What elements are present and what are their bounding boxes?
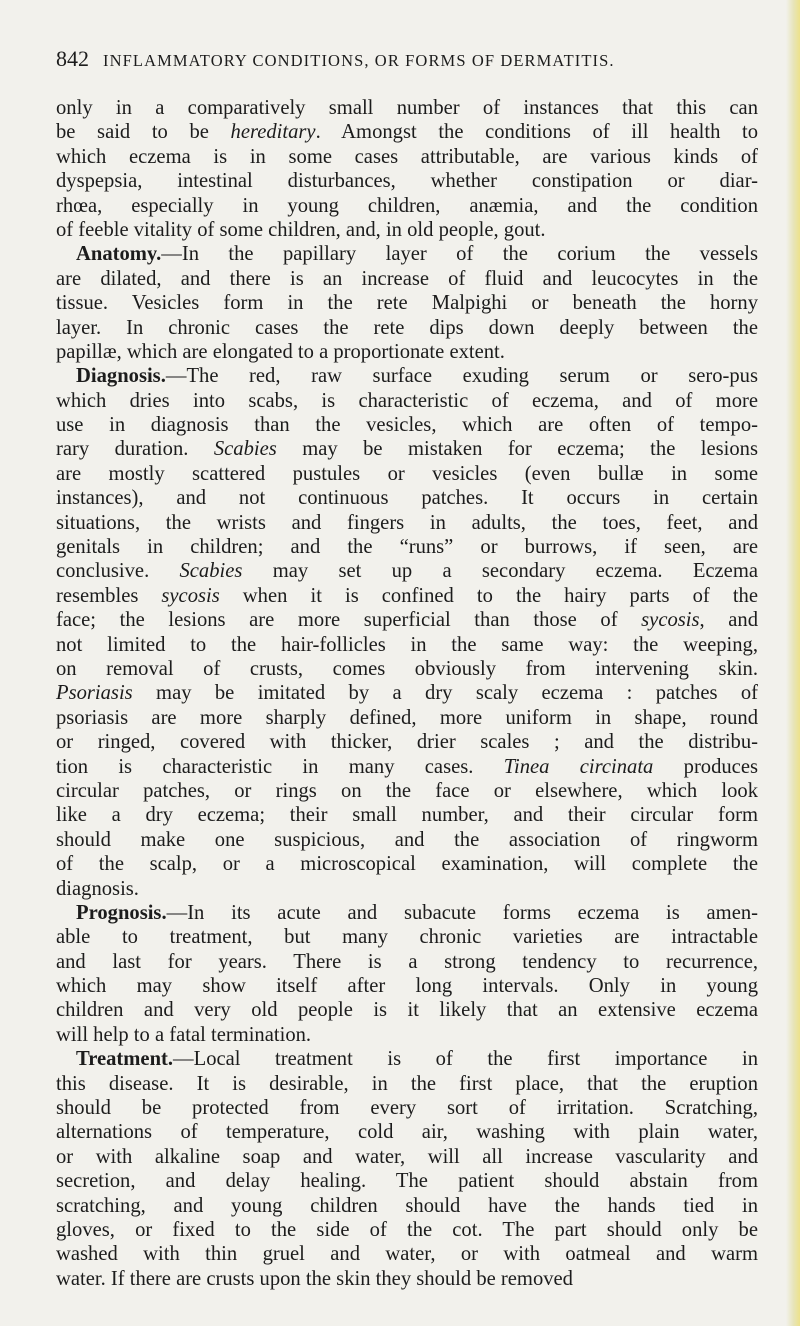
text-line: [56, 1169, 758, 1193]
line-text: papillæ, which are elongated to a proportionate extent.: [56, 340, 505, 363]
line-text: which dries into scabs, is characteristic of eczema, and of more: [56, 389, 758, 412]
text-line: [56, 96, 758, 120]
line-text: and last for years. There is a strong tendency to recurrence,: [56, 950, 758, 973]
text-line: [56, 267, 758, 291]
line-text: able to treatment, but many chronic varieties are intractable: [56, 926, 758, 949]
text-line: [56, 120, 758, 144]
line-text: tissue. Vesicles form in the rete Malpighi or beneath the horny: [56, 292, 758, 315]
text-line: [56, 608, 758, 632]
text-line: [56, 389, 758, 413]
text-line: [56, 291, 758, 315]
line-text: instances), and not continuous patches. It occurs in certain: [56, 487, 758, 510]
text-line: [56, 1047, 758, 1071]
text-line: [56, 1120, 758, 1144]
line-text: rhœa, especially in young children, anæmia, and the condition: [56, 194, 758, 217]
body-text: [56, 96, 758, 1291]
running-title: INFLAMMATORY CONDITIONS, OR FORMS OF DERMATITIS.: [103, 51, 615, 70]
paragraph-treatment: [56, 1047, 758, 1291]
line-text: scratching, and young children should have the hands tied in: [56, 1194, 758, 1217]
text-line: [56, 779, 758, 803]
line-text: are dilated, and there is an increase of fluid and leucocytes in the: [56, 267, 758, 290]
text-line: [56, 1267, 758, 1291]
line-text: of feeble vitality of some children, and, in old people, gout.: [56, 218, 546, 241]
line-text: which eczema is in some cases attributable, are various kinds of: [56, 145, 758, 168]
page-edge: [786, 0, 800, 1326]
line-text: —The red, raw surface exuding serum or sero-pus: [165, 365, 758, 388]
text-line: [56, 1145, 758, 1169]
text-line: [56, 340, 758, 364]
text-line: [56, 901, 758, 925]
line-text: circular patches, or rings on the face or elsewhere, which look: [56, 779, 758, 802]
text-line: [56, 486, 758, 510]
line-text: like a dry eczema; their small number, and their circular form: [56, 804, 758, 827]
line-text: layer. In chronic cases the rete dips down deeply between the: [56, 316, 758, 339]
line-text: only in a comparatively small number of instances that this can: [56, 97, 758, 119]
paragraph-anatomy: [56, 242, 758, 364]
line-text: Psoriasis may be imitated by a dry scaly eczema : patches of: [56, 682, 758, 705]
text-line: [56, 1096, 758, 1120]
line-text: or with alkaline soap and water, will all increase vascularity and: [56, 1145, 758, 1168]
line-text: or ringed, covered with thicker, drier scales ; and the distribu-: [56, 731, 758, 754]
text-line: [56, 1194, 758, 1218]
line-text: —In the papillary layer of the corium the vessels: [161, 243, 758, 266]
line-text: gloves, or fixed to the side of the cot. The part should only be: [56, 1218, 758, 1241]
paragraph-diagnosis: [56, 364, 758, 901]
text-line: [56, 974, 758, 998]
section-heading: Diagnosis.: [76, 365, 166, 388]
text-line: [56, 803, 758, 827]
text-line: [56, 1218, 758, 1242]
line-text: not limited to the hair-follicles in the same way: the weeping,: [56, 633, 758, 656]
line-text: tion is characteristic in many cases. Tinea circinata produces: [56, 755, 758, 778]
text-line: [56, 413, 758, 437]
text-line: [56, 657, 758, 681]
text-line: [56, 584, 758, 608]
text-line: [56, 925, 758, 949]
line-text: will help to a fatal termination.: [56, 1023, 312, 1046]
text-line: [56, 437, 758, 461]
line-text: —In its acute and subacute forms eczema is amen-: [166, 901, 758, 924]
text-line: [56, 364, 758, 388]
line-text: on removal of crusts, comes obviously from intervening skin.: [56, 657, 758, 680]
line-text: rary duration. Scabies may be mistaken for eczema; the lesions: [56, 438, 758, 461]
text-line: [56, 828, 758, 852]
line-text: situations, the wrists and fingers in adults, the toes, feet, and: [56, 511, 758, 534]
line-text: use in diagnosis than the vesicles, which are often of tempo-: [56, 414, 758, 437]
line-text: —Local treatment is of the first importance in: [173, 1048, 758, 1071]
text-line: [56, 730, 758, 754]
text-line: [56, 242, 758, 266]
line-text: face; the lesions are more superficial than those of sycosis, and: [56, 609, 758, 632]
page-number: 842: [56, 46, 89, 71]
section-heading: Anatomy.: [76, 243, 162, 266]
line-text: psoriasis are more sharply defined, more uniform in shape, round: [56, 706, 758, 729]
text-line: [56, 950, 758, 974]
text-line: [56, 194, 758, 218]
line-text: dyspepsia, intestinal disturbances, whether constipation or diar-: [56, 170, 758, 193]
text-line: [56, 511, 758, 535]
section-heading: Treatment.: [76, 1048, 174, 1071]
line-text: which may show itself after long intervals. Only in young: [56, 975, 758, 998]
text-line: [56, 559, 758, 583]
line-text: resembles sycosis when it is confined to the hairy parts of the: [56, 584, 758, 607]
text-line: [56, 1072, 758, 1096]
paragraph-p1: [56, 96, 758, 242]
line-text: are mostly scattered pustules or vesicles (even bullæ in some: [56, 462, 758, 485]
text-line: [56, 998, 758, 1022]
text-line: [56, 633, 758, 657]
line-text: of the scalp, or a microscopical examination, will complete the: [56, 853, 758, 876]
text-line: [56, 535, 758, 559]
line-text: water. If there are crusts upon the skin they should be removed: [56, 1267, 573, 1290]
text-line: [56, 218, 758, 242]
line-text: alternations of temperature, cold air, washing with plain water,: [56, 1121, 758, 1144]
text-line: [56, 1242, 758, 1266]
text-line: [56, 755, 758, 779]
line-text: this disease. It is desirable, in the first place, that the eruption: [56, 1072, 758, 1095]
text-line: [56, 145, 758, 169]
running-header: [56, 46, 746, 72]
text-line: [56, 316, 758, 340]
line-text: secretion, and delay healing. The patient should abstain from: [56, 1170, 758, 1193]
text-line: [56, 1023, 758, 1047]
text-line: [56, 852, 758, 876]
line-text: be said to be hereditary. Amongst the conditions of ill health to: [56, 121, 759, 144]
text-line: [56, 681, 758, 705]
line-text: conclusive. Scabies may set up a secondary eczema. Eczema: [56, 560, 758, 583]
text-line: [56, 169, 758, 193]
line-text: should be protected from every sort of irritation. Scratching,: [56, 1097, 758, 1120]
text-line: [56, 877, 758, 901]
line-text: washed with thin gruel and water, or with oatmeal and warm: [56, 1243, 758, 1266]
section-heading: Prognosis.: [76, 901, 167, 924]
line-text: diagnosis.: [56, 877, 139, 900]
text-line: [56, 706, 758, 730]
line-text: genitals in children; and the “runs” or burrows, if seen, are: [56, 536, 758, 559]
paragraph-prognosis: [56, 901, 758, 1047]
line-text: children and very old people is it likely that an extensive eczema: [56, 999, 758, 1022]
text-line: [56, 462, 758, 486]
line-text: should make one suspicious, and the association of ringworm: [56, 828, 758, 851]
